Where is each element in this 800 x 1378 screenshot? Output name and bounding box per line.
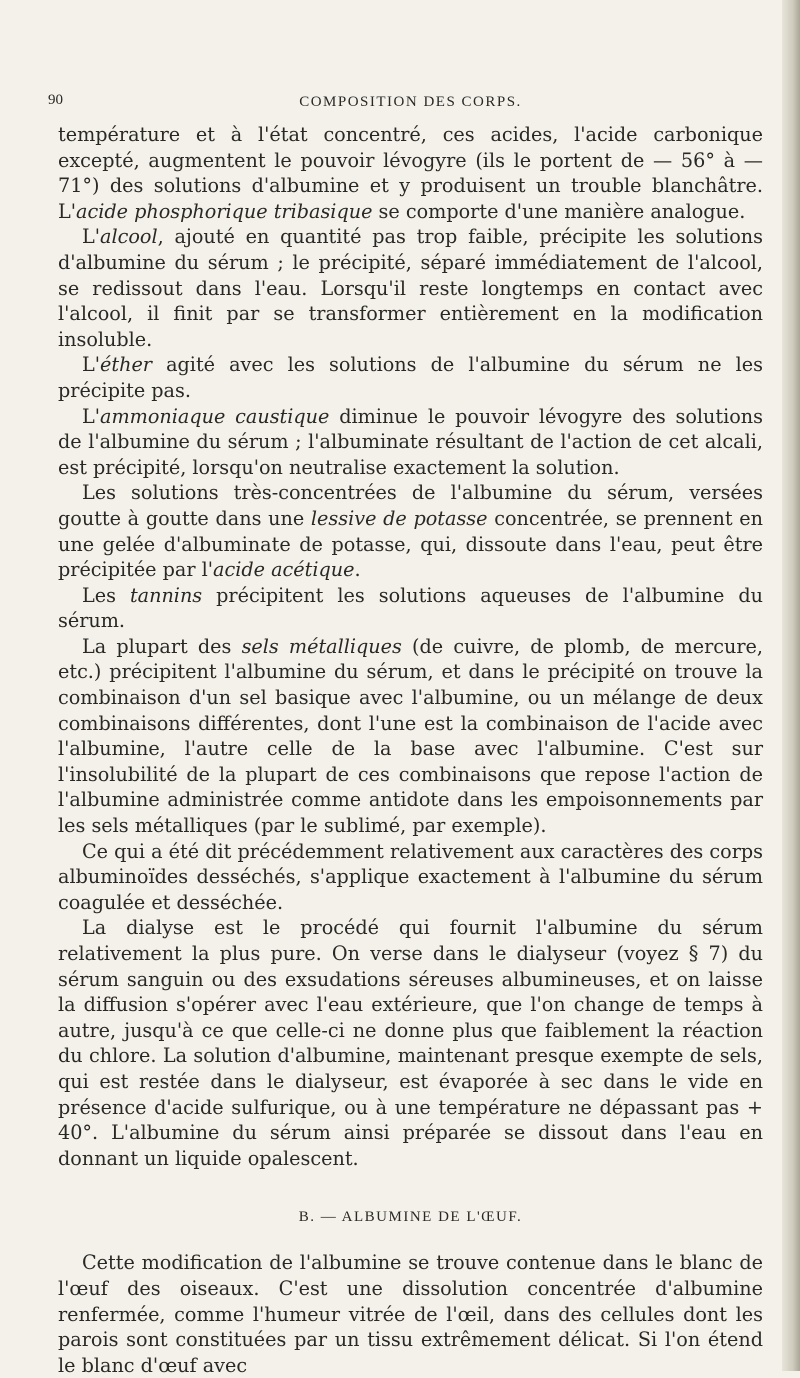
- paragraph: [58, 1250, 763, 1378]
- text-run: , ajouté en quantité pas trop faible, précipite les solutions d'albumine du sérum ; le précipité, séparé immédiatement de l'alcool, se redissout dans l'eau. Lorsqu'il reste longtemps en contact avec l'alcool, il finit par se transformer entièrement en la modification insoluble.: [58, 225, 763, 351]
- text-run: .: [354, 558, 361, 582]
- page-edge-shadow: [782, 0, 800, 1371]
- text-run: diminue le pouvoir lévogyre des solutions de l'albumine du sérum ; l'albuminate résultant de l'action de cet alcali, est précipité, lorsqu'on neutralise exactement la solution.: [58, 404, 763, 479]
- italic-term: lessive de potasse: [310, 506, 488, 530]
- text-run: concentrée, se prennent en une gelée d'albuminate de potasse, qui, dissoute dans l'eau, peut être précipitée par l': [58, 506, 764, 582]
- text-run: La plupart des: [82, 634, 242, 658]
- italic-term: acide phosphorique tribasique: [76, 199, 373, 223]
- paragraph: [58, 480, 763, 582]
- text-run: Ce qui a été dit précédemment relativement aux caractères des corps albuminoïdes desséchés, s'applique exactement à l'albumine du sérum coagulée et desséchée.: [58, 839, 763, 914]
- running-head-title: COMPOSITION DES CORPS.: [299, 94, 522, 110]
- paragraph: [58, 634, 763, 839]
- text-run: L': [82, 353, 101, 377]
- text-run: se comporte d'une manière analogue.: [372, 199, 746, 223]
- book-page: [48, 92, 764, 1378]
- text-run: température et à l'état concentré, ces acides, l'acide carbonique excepté, augmentent le pouvoir lévogyre (ils le portent de — 56° à — 71°) des solutions d'albumine et y produisent un trouble blanchâtre.: [58, 123, 763, 198]
- paragraph: [58, 224, 763, 352]
- text-run: (de cuivre, de plomb, de mercure, etc.) précipitent l'albumine du sérum, et dans le précipité on trouve la combinaison d'un sel basique avec l'albumine, ou un mélange de deux combinaisons différentes, dont l'une est la combinaison de l'acide avec l'albumine, l'autre celle de la base avec l'albumine. C'est sur l'insolubilité de la plupart de ces combinaisons que repose l'action de l'albumine administrée comme antidote dans les empoisonnements par les sels métalliques (par le sublimé, par exemple).: [58, 634, 763, 838]
- paragraph: [58, 583, 763, 634]
- italic-term: éther: [100, 353, 152, 377]
- running-head: [48, 92, 763, 122]
- italic-term: sels métalliques: [241, 634, 402, 658]
- paragraph: [58, 404, 763, 481]
- text-run: Les: [82, 583, 130, 607]
- paragraph: [58, 352, 763, 403]
- paragraph: [58, 915, 763, 1171]
- text-run: L': [58, 199, 77, 223]
- text-run: Cette modification de l'albumine se trouve contenue dans le blanc de l'œuf des oiseaux. C'est une dissolution concentrée d'albumine renfermée, comme l'humeur vitrée de l'œil, dans des cellules dont les parois sont constituées par un tissu extrêmement délicat. Si l'on étend le blanc d'œuf avec: [58, 1251, 763, 1377]
- italic-term: tannins: [129, 583, 203, 607]
- text-run: agité avec les solutions de l'albumine du sérum ne les précipite pas.: [58, 353, 763, 402]
- text-run: L': [82, 404, 101, 428]
- page-number: 90: [48, 92, 63, 108]
- paragraph: [58, 839, 763, 916]
- italic-term: acide acétique: [213, 558, 355, 582]
- text-run: précipitent les solutions aqueuses de l'albumine du sérum.: [58, 583, 763, 633]
- body-text: [58, 122, 763, 1171]
- text-run: La dialyse est le procédé qui fournit l'albumine du sérum relativement la plus pure. On verse dans le dialyseur (voyez § 7) du sérum sanguin ou des exsudations séreuses albumineuses, et on laisse la diffusion s'opérer avec l'eau extérieure, que l'on change de temps à autre, jusqu'à ce que celle-ci ne donne plus que faiblement la réaction du chlore. La solution d'albumine, maintenant presque exempte de sels, qui est restée dans le dialyseur, est évaporée à sec dans le vide en présence d'acide sulfurique, ou à une température ne dépassant pas + 40°. L'albumine du sérum ainsi préparée se dissout dans l'eau en donnant un liquide opalescent.: [58, 916, 763, 1170]
- italic-term: ammoniaque caustique: [100, 404, 330, 428]
- paragraph: [58, 122, 763, 224]
- italic-term: alcool: [100, 225, 158, 249]
- body-text-continued: [58, 1250, 763, 1378]
- text-run: Les solutions très-concentrées de l'albumine du sérum, versées goutte à goutte dans une: [58, 481, 763, 530]
- text-run: L': [82, 225, 101, 249]
- section-heading: B. — ALBUMINE DE L'ŒUF.: [298, 1209, 523, 1226]
